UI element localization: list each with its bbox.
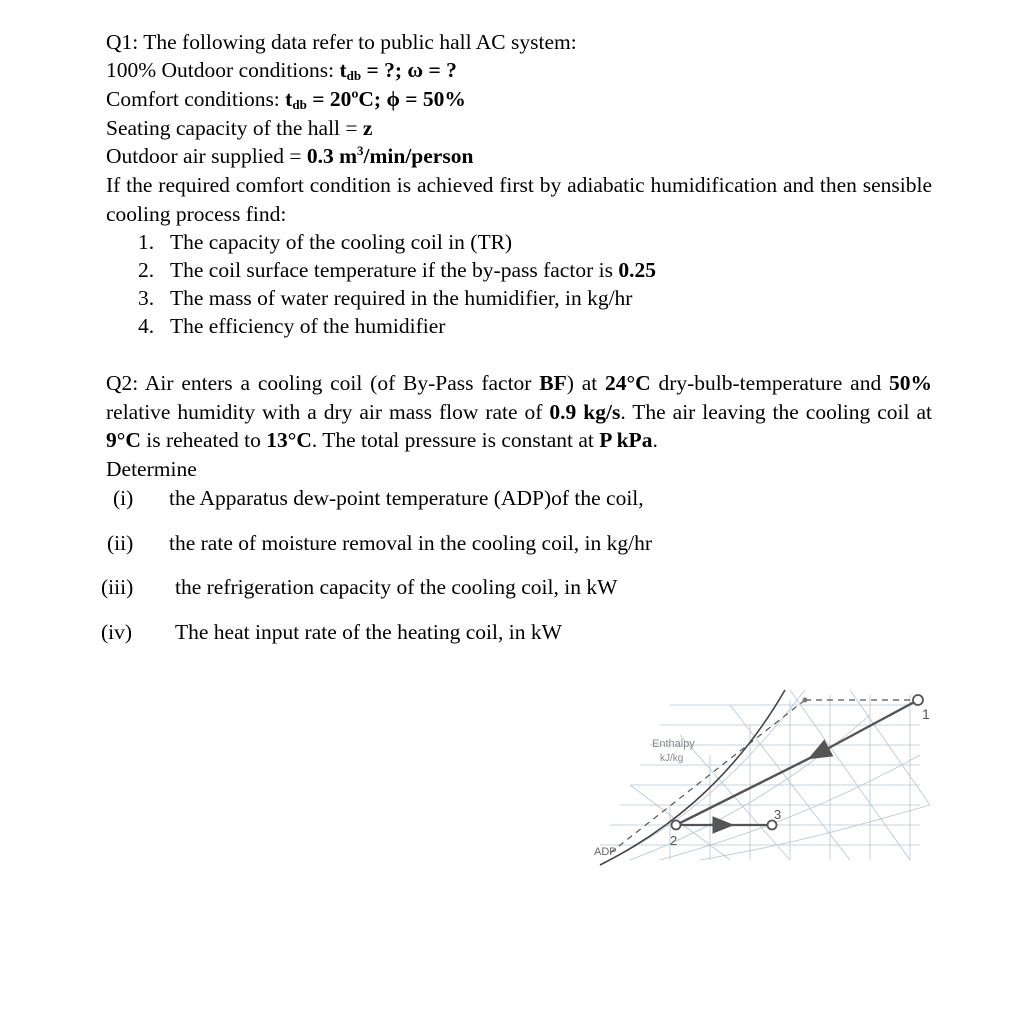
list-number: (iv) bbox=[101, 620, 133, 644]
tdb-subscript: db bbox=[346, 68, 362, 83]
list-number: (i) bbox=[113, 486, 134, 510]
list-text: The heat input rate of the heating coil, in kW bbox=[175, 620, 562, 644]
q2-text: . The air leaving the cooling coil at bbox=[620, 399, 932, 424]
state-point-1 bbox=[913, 695, 923, 705]
list-text: the rate of moisture removal in the cooling coil, in kg/hr bbox=[169, 531, 653, 555]
rh-curve bbox=[700, 805, 930, 860]
list-number: 1. bbox=[138, 230, 155, 254]
point-1-label: 1 bbox=[922, 706, 930, 722]
list-number: 3. bbox=[138, 286, 155, 310]
cooling-process-arrow bbox=[812, 700, 918, 757]
q2-text: ) at bbox=[566, 371, 606, 395]
air-unit: /min/person bbox=[363, 144, 474, 168]
list-number: 4. bbox=[138, 314, 155, 338]
adp-label: ADP bbox=[594, 846, 617, 858]
outdoor-tdb bbox=[340, 58, 457, 82]
air-number: 0.3 m bbox=[306, 144, 357, 168]
q1-paragraph: If the required comfort condition is achieved first by adiabatic humidification and then sensible cooling process find: bbox=[106, 173, 932, 226]
q2-rh: 50% bbox=[889, 371, 932, 395]
list-text: the refrigeration capacity of the cooling coil, in kW bbox=[175, 575, 618, 599]
q1-title: Q1: The following data refer to public hall AC system: bbox=[106, 30, 577, 54]
list-text: The mass of water required in the humidifier, in kg/hr bbox=[170, 286, 633, 310]
air-label: Outdoor air supplied = bbox=[106, 144, 307, 168]
q2-text: Q2: Air enters a cooling coil (of By-Pass factor bbox=[106, 371, 540, 395]
q2-bf: BF bbox=[539, 371, 567, 395]
enthalpy-label: Enthalpy bbox=[652, 738, 695, 750]
state-point-2 bbox=[672, 821, 681, 830]
enthalpy-unit: kJ/kg bbox=[660, 753, 684, 764]
tdb-symbol: t bbox=[285, 87, 293, 111]
enthalpy-line bbox=[850, 690, 930, 805]
chart-grid bbox=[600, 690, 930, 860]
list-number: 2. bbox=[138, 258, 155, 282]
saturation-point bbox=[803, 698, 808, 703]
seating-label: Seating capacity of the hall = bbox=[106, 116, 363, 140]
comfort-label: Comfort conditions: bbox=[106, 87, 286, 111]
air-exponent: 3 bbox=[357, 142, 364, 158]
list-text: The capacity of the cooling coil in (TR) bbox=[170, 230, 513, 254]
q2-reheat-temp: 13°C bbox=[266, 428, 312, 452]
point-3-label: 3 bbox=[774, 807, 782, 822]
q2-leaving-temp: 9°C bbox=[106, 428, 141, 452]
list-number: (iii) bbox=[101, 575, 134, 599]
psychrometric-chart bbox=[590, 685, 950, 875]
list-text bbox=[170, 256, 656, 284]
q2-determine: Determine bbox=[106, 457, 197, 481]
q1-seating-capacity bbox=[106, 114, 372, 142]
bypass-factor-value: 0.25 bbox=[618, 258, 656, 282]
list-text: The efficiency of the humidifier bbox=[170, 314, 446, 338]
q1-outdoor-conditions bbox=[106, 56, 457, 84]
q2-pressure: P kPa bbox=[599, 428, 653, 452]
comfort-tdb bbox=[285, 87, 466, 111]
q2-text: . bbox=[652, 428, 658, 452]
q2-flow: 0.9 kg/s bbox=[549, 399, 621, 424]
tdb-symbol: t bbox=[339, 58, 347, 82]
enthalpy-line bbox=[680, 735, 790, 860]
air-value bbox=[307, 144, 474, 168]
q2-text: relative humidity with a dry air mass flow rate of bbox=[106, 399, 550, 424]
enthalpy-line bbox=[790, 690, 910, 860]
q2-text: dry-bulb-temperature and bbox=[650, 371, 889, 395]
list-text-part: The coil surface temperature if the by-pass factor is bbox=[170, 258, 619, 282]
outdoor-values: = ?; ω = ? bbox=[361, 58, 457, 82]
comfort-values: = 20ºC; ϕ = 50% bbox=[306, 87, 466, 111]
q1-outdoor-air bbox=[106, 142, 473, 170]
adp-dashed-line bbox=[610, 700, 805, 853]
q1-comfort-conditions bbox=[106, 85, 466, 113]
q2-text: is reheated to bbox=[140, 428, 267, 452]
point-2-label: 2 bbox=[670, 833, 678, 848]
q2-inlet-temp: 24°C bbox=[605, 371, 651, 395]
list-text: the Apparatus dew-point temperature (ADP)of the coil, bbox=[169, 486, 644, 510]
list-number: (ii) bbox=[107, 531, 134, 555]
outdoor-label: 100% Outdoor conditions: bbox=[106, 58, 340, 82]
q2-paragraph bbox=[106, 369, 932, 455]
seating-value: z bbox=[362, 116, 373, 140]
q2-text: . The total pressure is constant at bbox=[311, 428, 600, 452]
tdb-subscript: db bbox=[292, 97, 307, 112]
